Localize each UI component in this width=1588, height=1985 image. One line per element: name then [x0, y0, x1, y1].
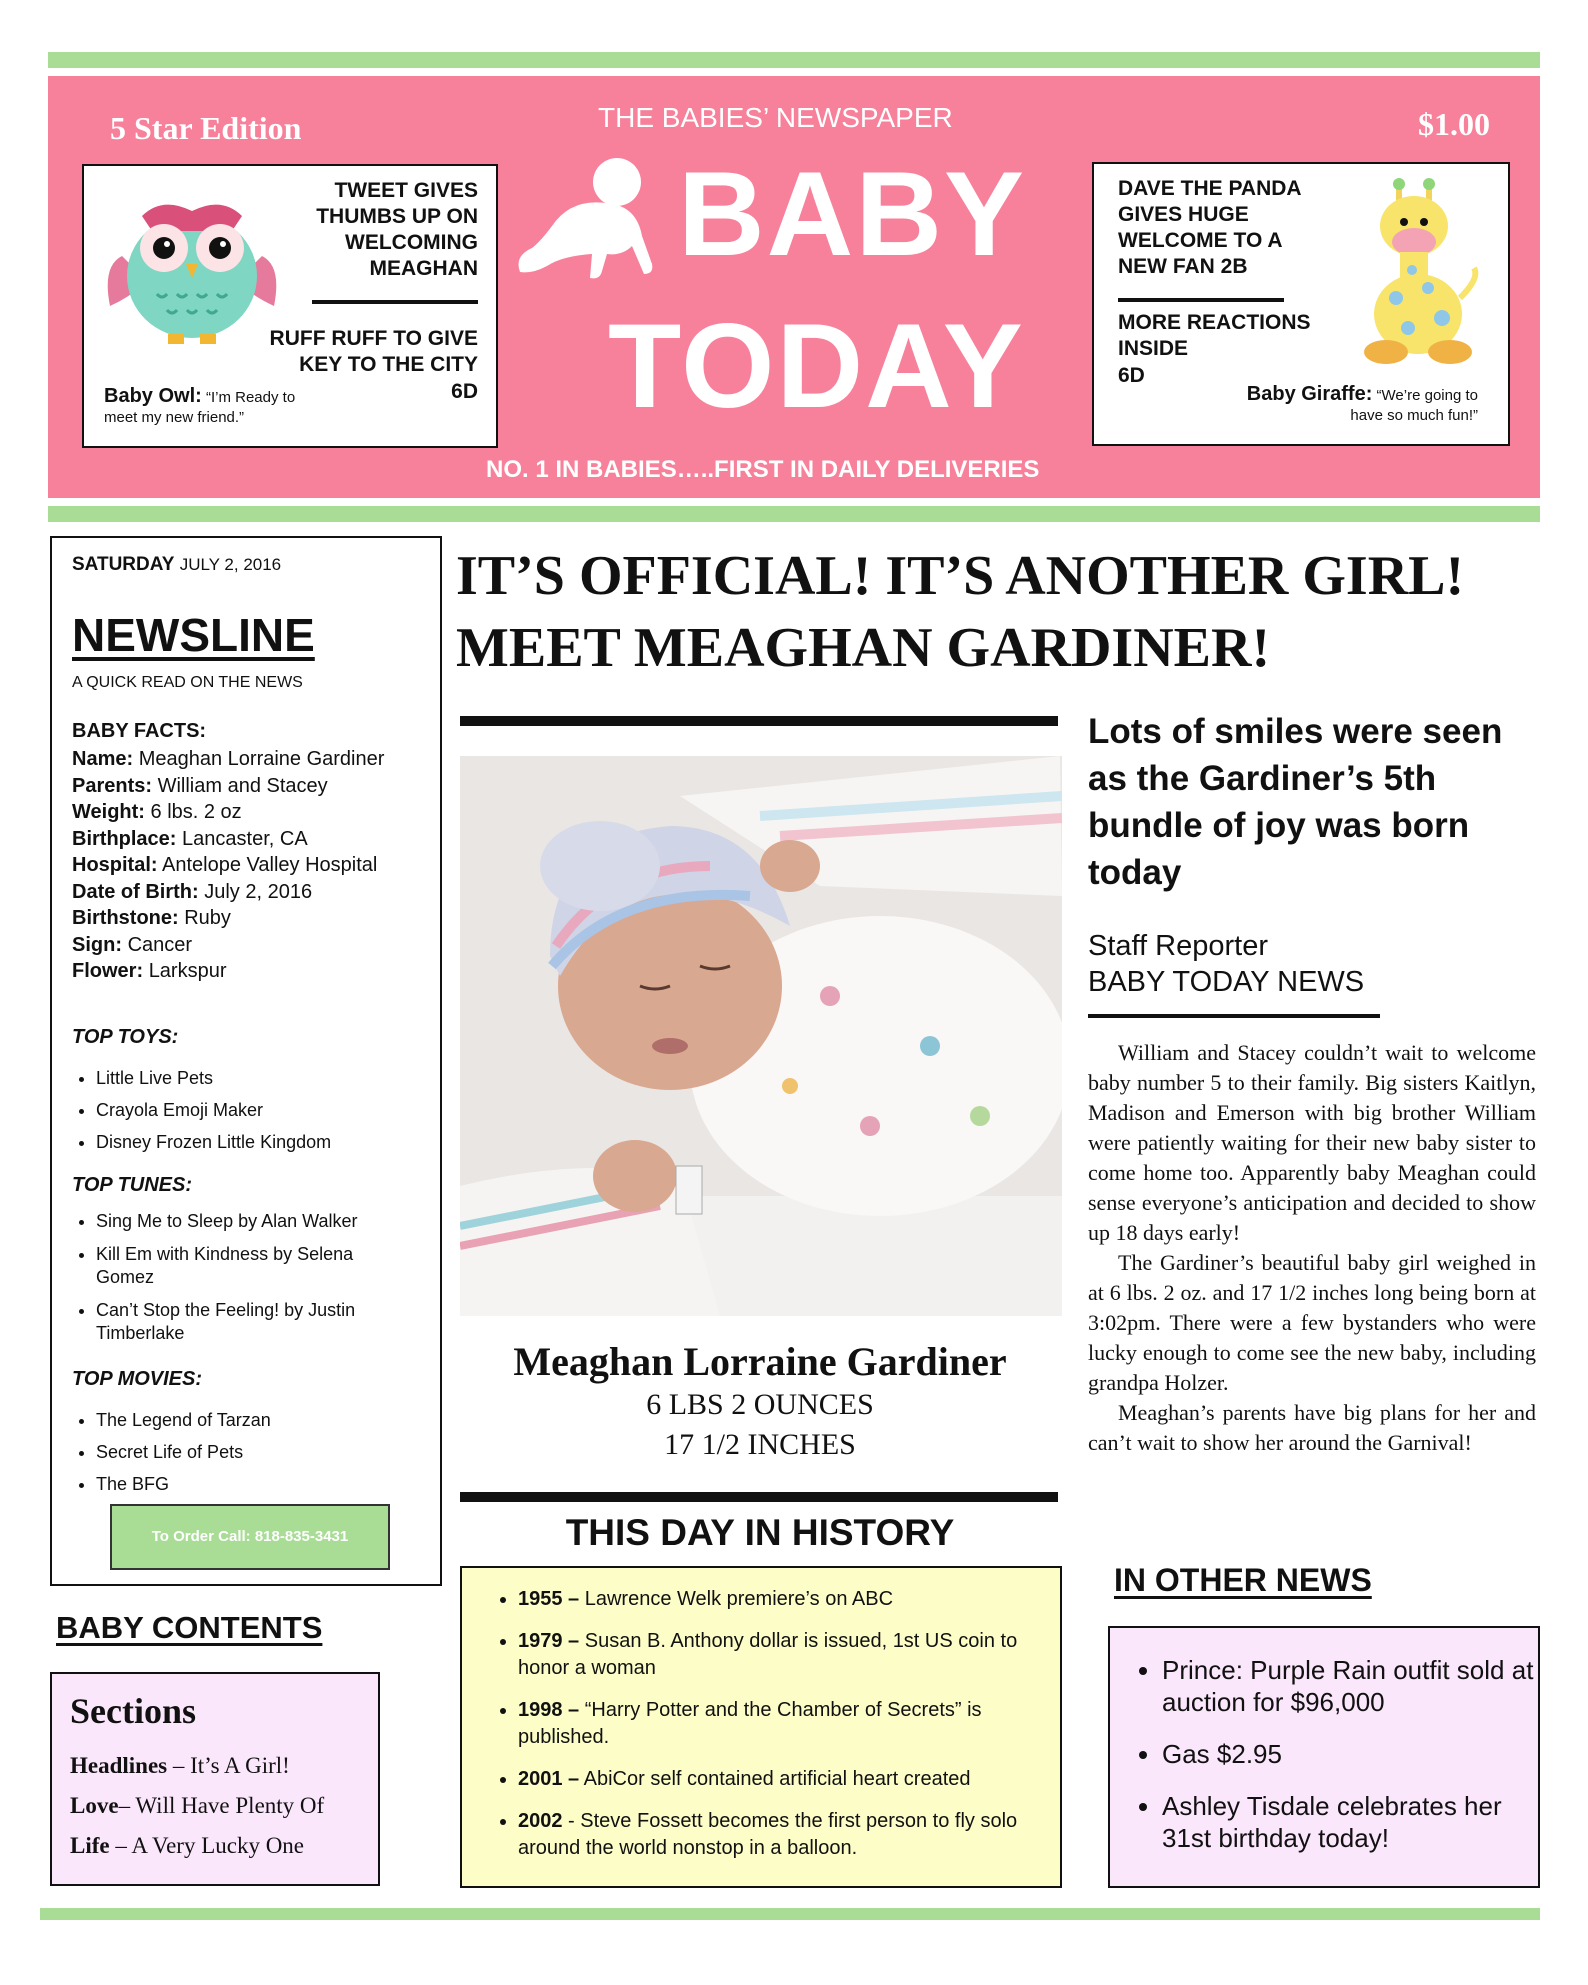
story-byline-1: Staff Reporter [1088, 930, 1269, 962]
contents-box [50, 1672, 380, 1886]
tune-item: • Sing Me to Sleep by Alan Walker [96, 1210, 416, 1233]
left-page-ref: 6D [451, 380, 478, 403]
movie-item: • Secret Life of Pets [96, 1436, 436, 1468]
toys-list [72, 1062, 436, 1158]
toy-item: • Little Live Pets [96, 1062, 436, 1094]
dateline-date: JULY 2, 2016 [179, 555, 282, 574]
fact-row [72, 826, 432, 853]
fact-row [72, 799, 432, 826]
story-para-2: The Gardiner’s beautiful baby girl weighed in at 6 lbs. 2 oz. and 17 1/2 inches long being born at 3:02pm. There were a few bystanders who were lucky enough to come see the new baby, including grandpa Holzer. [1088, 1250, 1536, 1395]
right-teaser-box [1092, 162, 1510, 446]
fact-label: Flower: [72, 960, 144, 982]
contents-item-label: Love [70, 1793, 119, 1818]
fact-value: Larkspur [148, 960, 227, 982]
history-item [518, 1766, 1054, 1793]
headline-line-2: MEET MEAGHAN GARDINER! [456, 617, 1271, 679]
history-text: Lawrence Welk premiere’s on ABC [579, 1588, 894, 1610]
tunes-heading: TOP TUNES: [72, 1174, 193, 1196]
fact-row [72, 932, 432, 959]
photo-bottom-rule [460, 1492, 1058, 1502]
fact-value: William and Stacey [157, 774, 328, 797]
history-text: Susan B. Anthony dollar is issued, 1st US coin to honor a woman [518, 1630, 1018, 1679]
story-deck: Lots of smiles were seen as the Gardiner’s 5th bundle of joy was born today [1088, 712, 1503, 892]
other-news-heading: IN OTHER NEWS [1114, 1562, 1372, 1598]
fact-row [72, 958, 432, 985]
right-headline-2: MORE REACTIONS INSIDE [1118, 311, 1311, 360]
other-news-item: • Gas $2.95 [1162, 1738, 1542, 1770]
toys-heading: TOP TOYS: [72, 1026, 179, 1048]
owl-caption [104, 386, 324, 428]
mid-green-bar [48, 506, 1540, 522]
contents-item-text: – A Very Lucky One [109, 1833, 305, 1858]
newsline-title: NEWSLINE [72, 609, 315, 661]
fact-value: Meaghan Lorraine Gardiner [138, 748, 385, 770]
history-year: 1979 – [518, 1630, 580, 1652]
order-call-button[interactable]: To Order Call: 818-835-3431 [110, 1504, 390, 1570]
photo-caption-length: 17 1/2 INCHES [664, 1428, 856, 1461]
fact-value: Lancaster, CA [182, 827, 308, 850]
fact-value: July 2, 2016 [204, 880, 313, 903]
history-heading: THIS DAY IN HISTORY [565, 1512, 955, 1553]
history-text: - Steve Fossett becomes the first person to fly solo around the world nonstop in a balloon. [518, 1810, 1018, 1859]
history-item [518, 1628, 1054, 1682]
fact-label: Hospital: [72, 854, 158, 876]
contents-list [70, 1746, 370, 1866]
story-para-1: William and Stacey couldn’t wait to welcome baby number 5 to their family. Big sisters Kaitlyn, Madison and Emerson with big brother William were patiently waiting for their new baby sister to come home too. Apparently baby Meaghan could sense everyone’s anticipation and decided to show up 18 days early! [1088, 1040, 1536, 1245]
byline-rule [1088, 1014, 1380, 1018]
photo-top-rule [460, 716, 1058, 726]
history-item [518, 1808, 1054, 1862]
crawling-baby-icon [512, 156, 682, 286]
bottom-green-bar [40, 1908, 1540, 1920]
contents-heading: BABY CONTENTS [56, 1610, 323, 1645]
left-headline-1: TWEET GIVES THUMBS UP ON WELCOMING MEAGHAN [316, 179, 478, 280]
fact-value: 6 lbs. 2 oz [150, 801, 242, 823]
contents-item [70, 1746, 370, 1786]
history-item [518, 1697, 1054, 1751]
dateline [72, 554, 281, 576]
story-body [1088, 1038, 1536, 1458]
history-text: “Harry Potter and the Chamber of Secrets” is published. [518, 1699, 982, 1748]
giraffe-caption [1218, 384, 1478, 426]
tune-item: • Can’t Stop the Feeling! by Justin Timberlake [96, 1299, 416, 1345]
history-box [460, 1566, 1062, 1888]
movies-heading-text: TOP MOVIES [72, 1368, 196, 1390]
tune-item: • Kill Em with Kindness by Selena Gomez [96, 1243, 416, 1289]
fact-row [72, 879, 432, 906]
contents-item [70, 1826, 370, 1866]
headline-line-1: IT’S OFFICIAL! IT’S ANOTHER GIRL! [456, 545, 1465, 607]
fact-value: Antelope Valley Hospital [162, 854, 378, 876]
contents-item-label: Headlines [70, 1753, 168, 1778]
top-green-bar [48, 52, 1540, 68]
toys-heading-text: TOP TOYS [72, 1026, 172, 1048]
movies-list [72, 1404, 436, 1500]
history-text: AbiCor self contained artificial heart created [579, 1768, 971, 1790]
tunes-list [72, 1210, 416, 1355]
fact-label: Sign: [72, 933, 122, 956]
movie-item: • The Legend of Tarzan [96, 1404, 436, 1436]
right-headline-1: DAVE THE PANDA GIVES HUGE WELCOME TO A NEW FAN 2B [1118, 177, 1301, 278]
owl-icon [102, 186, 282, 346]
fact-label: Birthplace: [72, 827, 177, 850]
right-page-ref: 6D [1118, 364, 1145, 387]
left-box-rule [312, 300, 478, 304]
fact-value: Cancer [127, 933, 193, 956]
giraffe-caption-quote: “We’re going to have so much fun!” [1350, 387, 1478, 424]
movie-item: • The BFG [96, 1468, 436, 1500]
history-year: 2002 [518, 1810, 563, 1832]
contents-title: Sections [70, 1691, 196, 1731]
giraffe-icon [1356, 178, 1496, 368]
tagline: NO. 1 IN BABIES…..FIRST IN DAILY DELIVERIES [486, 456, 1040, 483]
fact-label: Parents: [72, 774, 153, 797]
facts-heading: BABY FACTS: [72, 720, 207, 742]
photo-caption-weight: 6 LBS 2 OUNCES [646, 1388, 874, 1421]
kicker: THE BABIES’ NEWSPAPER [598, 102, 953, 133]
dateline-day: SATURDAY [72, 554, 175, 575]
left-headline-2: RUFF RUFF TO GIVE KEY TO THE CITY [269, 327, 478, 376]
other-news-item: • Ashley Tisdale celebrates her 31st birthday today! [1162, 1790, 1542, 1854]
contents-item [70, 1786, 370, 1826]
history-year: 1998 – [518, 1699, 580, 1721]
owl-caption-name: Baby Owl: [104, 385, 202, 407]
fact-row [72, 852, 432, 879]
contents-item-text: – Will Have Plenty Of [118, 1793, 325, 1818]
fact-value: Ruby [184, 907, 231, 929]
owl-caption-quote: “I’m Ready to meet my new friend.” [104, 389, 296, 426]
fact-label: Weight: [72, 801, 145, 823]
other-news-item: • Prince: Purple Rain outfit sold at auction for $96,000 [1162, 1654, 1542, 1718]
history-list [492, 1586, 1054, 1877]
newsline-subtitle: A QUICK READ ON THE NEWS [72, 674, 303, 691]
story-byline-2: BABY TODAY NEWS [1088, 966, 1365, 998]
left-teaser-box [82, 164, 498, 448]
history-year: 1955 – [518, 1588, 580, 1610]
story-para-3: Meaghan’s parents have big plans for her and can’t wait to show her around the Garnival! [1088, 1400, 1536, 1455]
contents-item-text: – It’s A Girl! [167, 1753, 290, 1778]
fact-row [72, 746, 432, 773]
fact-label: Name: [72, 748, 134, 770]
fact-label: Date of Birth: [72, 880, 199, 903]
other-news-list [1130, 1654, 1542, 1874]
facts-list [72, 746, 432, 985]
title-line-2: TODAY [608, 299, 1025, 433]
masthead [48, 76, 1540, 498]
edition-label: 5 Star Edition [110, 110, 302, 146]
right-box-rule [1118, 298, 1284, 302]
history-year: 2001 – [518, 1768, 580, 1790]
price: $1.00 [1418, 106, 1490, 142]
newsline-box [50, 536, 442, 1586]
toy-item: • Disney Frozen Little Kingdom [96, 1126, 436, 1158]
history-item [518, 1586, 1054, 1613]
fact-row [72, 905, 432, 932]
baby-photo [460, 756, 1062, 1316]
fact-label: Birthstone: [72, 907, 179, 929]
other-news-box [1108, 1626, 1540, 1888]
fact-row [72, 773, 432, 800]
photo-caption-name: Meaghan Lorraine Gardiner [513, 1339, 1007, 1384]
movies-heading: TOP MOVIES: [72, 1368, 203, 1390]
contents-item-label: Life [70, 1833, 110, 1858]
title-line-1: BABY [678, 147, 1027, 281]
giraffe-caption-name: Baby Giraffe: [1246, 383, 1373, 405]
toy-item: • Crayola Emoji Maker [96, 1094, 436, 1126]
